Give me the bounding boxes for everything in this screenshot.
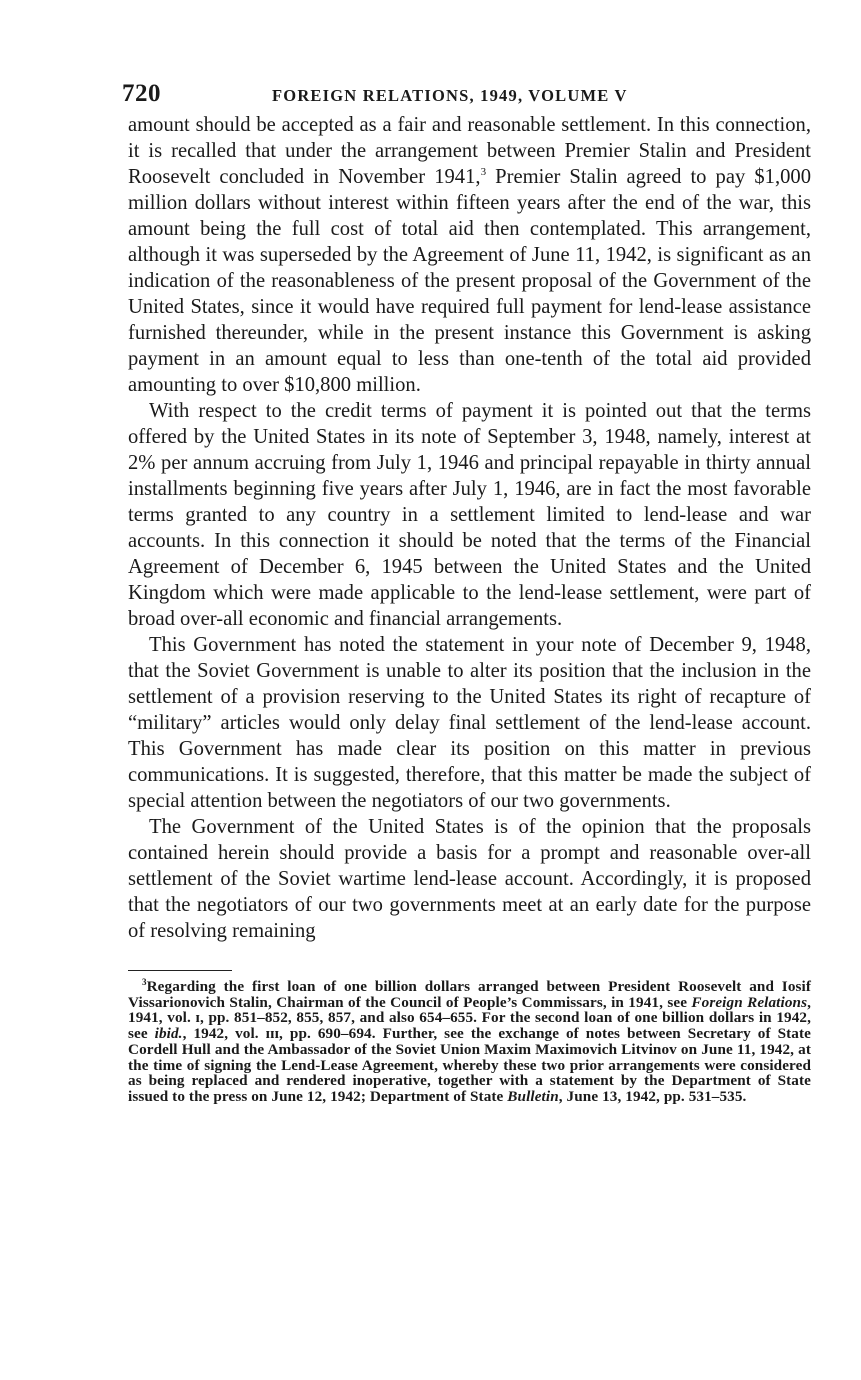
footnote-reference: 3 bbox=[480, 166, 487, 179]
paragraph-3: This Government has noted the statement in your note of December 9, 1948, that the Soviet Government is unable to alter its position that the inclusion in the settlement of a provision reserving to the United States its right of recapture of “military” articles would only delay final settlement of the lend-lease account. This Government has made clear its position on this matter in previous communications. It is suggested, therefore, that this matter be made the subject of special attention between the negotiators of our two governments. bbox=[128, 634, 811, 812]
body-text bbox=[128, 112, 811, 944]
footnote-italic-bulletin: Bulletin bbox=[507, 1087, 559, 1105]
paragraph-1-text-continued: Premier Stalin agreed to pay $1,000 million dollars without interest within fifteen years after the end of the war, this amount being the full cost of total aid then contemplated. This arrangement, although it was superseded by the Agreement of June 11, 1942, is significant as an indication of the reasonableness of the present proposal of the Government of the United States, since it would have required full payment for lend-lease assistance furnished thereunder, while in the present instance this Government is asking payment in an amount equal to less than one-tenth of the total aid provided amounting to over $10,800 million. bbox=[128, 166, 811, 396]
footnote-text-2: , 1941, vol. ɪ, pp. 851–852, 855, 857, and also 654–655. For the second loan of one billion dollars in 1942, see bbox=[128, 993, 811, 1043]
paragraph-4: The Government of the United States is of the opinion that the proposals contained herein should provide a basis for a prompt and reasonable over-all settlement of the Soviet wartime lend-lease account. Accordingly, it is proposed that the negotiators of our two governments meet at an early date for the purpose of resolving remaining bbox=[128, 816, 811, 942]
paragraph-2: With respect to the credit terms of payment it is pointed out that the terms offered by the United States in its note of September 3, 1948, namely, interest at 2% per annum accruing from July 1, 1946 and principal repayable in thirty annual installments beginning five years after July 1, 1946, are in fact the most favorable terms granted to any country in a settlement limited to lend-lease and war accounts. In this connection it should be noted that the terms of the Financial Agreement of December 6, 1945 between the United States and the United Kingdom which were made applicable to the lend-lease settlement, were part of broad over-all economic and financial arrangements. bbox=[128, 400, 811, 630]
paragraph-1 bbox=[128, 112, 811, 398]
footnote-mark: 3 bbox=[142, 976, 147, 987]
footnote-italic-ibid: ibid. bbox=[154, 1025, 183, 1043]
footnote bbox=[128, 976, 811, 1105]
running-head: FOREIGN RELATIONS, 1949, VOLUME V bbox=[272, 86, 628, 105]
footnote-italic-title: Foreign Relations bbox=[691, 993, 808, 1011]
footnote-text-4: , June 13, 1942, pp. 531–535. bbox=[558, 1087, 747, 1105]
document-page bbox=[122, 78, 811, 1105]
footnote-text: Regarding the first loan of one billion dollars arranged between President Roosevelt and Iosif Vissarionovich Stalin, Chairman of the Council of People’s Commissars, in 1941, see bbox=[128, 978, 811, 1011]
footnote-text-3: , 1942, vol. ɪɪɪ, pp. 690–694. Further, see the exchange of notes between Secretary of State Cordell Hull and the Ambassador of the Soviet Union Maxim Maximovich Litvinov on June 11, 1942, at the time of signing the Lend-Lease Agreement, whereby these two prior arrangements were considered as being replaced and rendered inoperative, together with a statement by the Department of State issued to the press on June 12, 1942; Department of State bbox=[128, 1025, 811, 1105]
footnote-divider bbox=[128, 970, 232, 971]
page-number: 720 bbox=[122, 80, 161, 107]
paragraph-1-text: amount should be accepted as a fair and reasonable settlement. In this connection, it is recalled that under the arrangement between Premier Stalin and President Roosevelt concluded in November 1941, bbox=[128, 114, 811, 188]
page-header bbox=[122, 78, 811, 112]
